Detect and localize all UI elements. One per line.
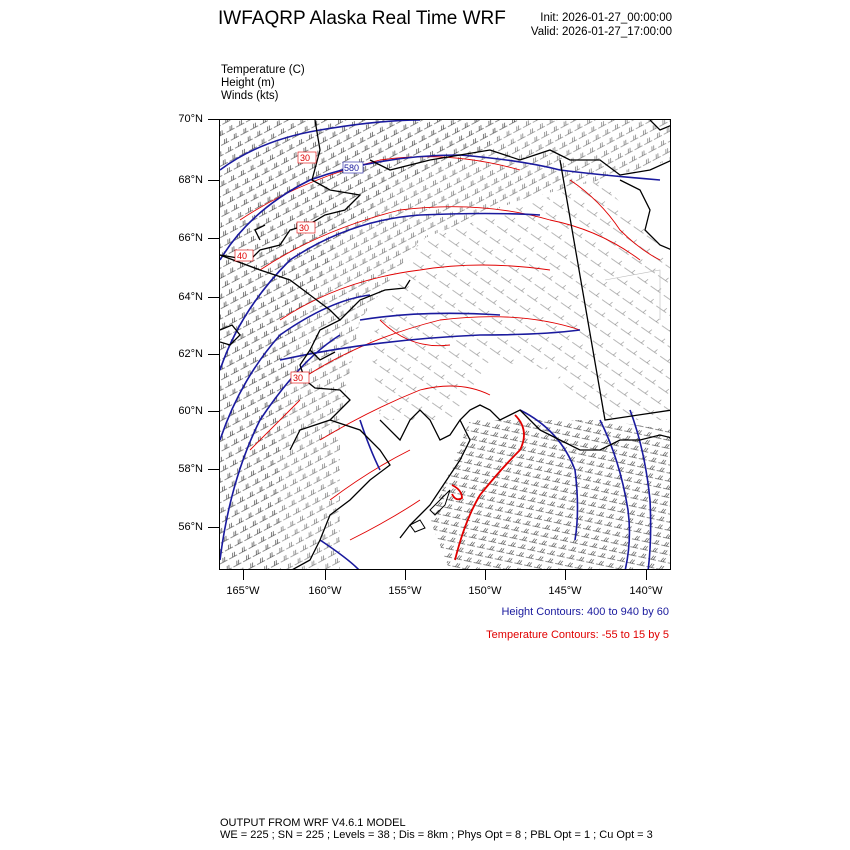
lat-tick [208,297,219,298]
contour-label-red: 30 [293,373,304,383]
lat-label-56n: 56°N [178,521,203,533]
lat-tick [208,119,219,120]
lon-label-160w: 160°W [308,585,342,597]
temperature-contour-legend: Temperature Contours: -55 to 15 by 5 [486,629,669,641]
field-winds-label: Winds (kts) [221,90,279,102]
lat-label-68n: 68°N [178,174,203,186]
lon-label-140w: 140°W [629,585,663,597]
lat-label-62n: 62°N [178,348,203,360]
height-contour-legend: Height Contours: 400 to 940 by 60 [501,606,669,618]
lat-label-64n: 64°N [178,291,203,303]
contour-label-red: 30 [300,153,311,163]
lat-tick [208,411,219,412]
valid-time: Valid: 2026-01-27_17:00:00 [530,26,672,38]
lon-tick [325,570,326,580]
map-canvas [220,120,671,570]
lon-label-165w: 165°W [226,585,260,597]
lat-tick [208,354,219,355]
lon-tick [243,570,244,580]
lon-tick [565,570,566,580]
lat-tick [208,527,219,528]
lat-tick [208,180,219,181]
lat-tick [208,469,219,470]
contour-label-blue: 580 [344,163,360,173]
lon-label-145w: 145°W [548,585,582,597]
contour-label-red: 40 [237,251,248,261]
map-panel [219,119,671,570]
contour-label-red: 30 [299,223,310,233]
lon-label-150w: 150°W [468,585,502,597]
model-info-line1: OUTPUT FROM WRF V4.6.1 MODEL [220,817,406,829]
lon-label-155w: 155°W [388,585,422,597]
lat-label-60n: 60°N [178,405,203,417]
field-height-label: Height (m) [221,77,275,89]
init-time: Init: 2026-01-27_00:00:00 [540,12,672,24]
field-temperature-label: Temperature (C) [221,64,305,76]
lat-label-66n: 66°N [178,232,203,244]
lat-label-58n: 58°N [178,463,203,475]
plot-title: IWFAQRP Alaska Real Time WRF [218,8,506,29]
lat-tick [208,238,219,239]
lat-label-70n: 70°N [178,113,203,125]
model-info-line2: WE = 225 ; SN = 225 ; Levels = 38 ; Dis = 8km ; Phys Opt = 8 ; PBL Opt = 1 ; Cu Opt = 3 [220,829,653,841]
lon-tick [405,570,406,580]
lon-tick [485,570,486,580]
lon-tick [646,570,647,580]
